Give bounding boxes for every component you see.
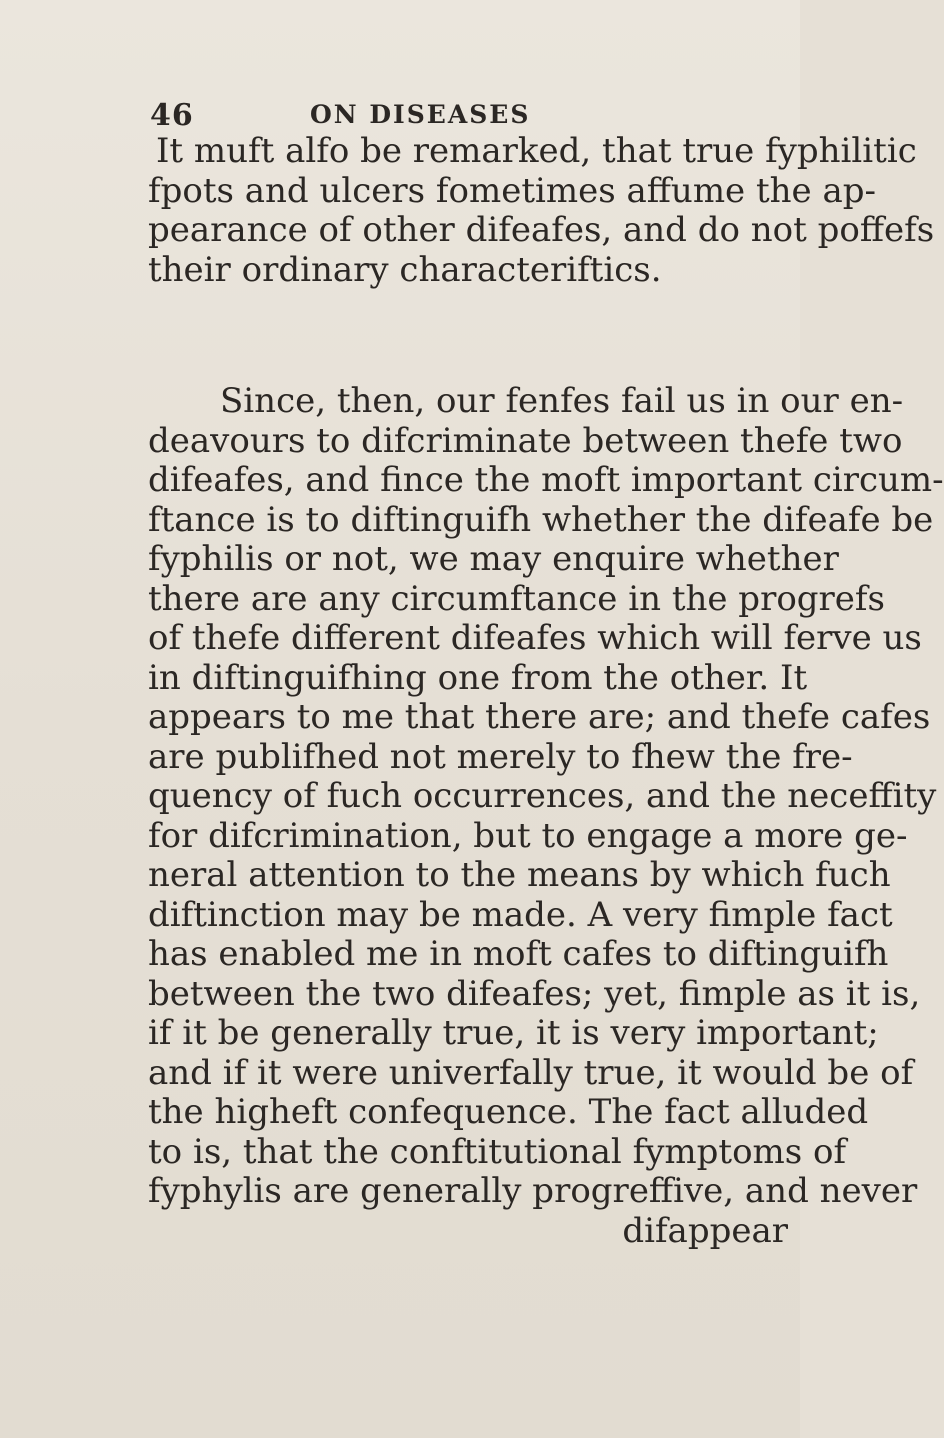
- body-text: [148, 131, 944, 1251]
- running-head: ON DISEASES: [310, 100, 531, 129]
- text-line: and if it were univerfally true, it would be of: [148, 1052, 914, 1093]
- text-line: neral attention to the means by which fuch: [148, 855, 891, 895]
- page-number: 46: [150, 98, 194, 133]
- text-line: are publifhed not merely to fhew the fre-: [148, 736, 853, 777]
- text-line: deavours to difcriminate between thefe two: [148, 420, 903, 461]
- text-line: fpots and ulcers fometimes affume the ap-: [148, 170, 876, 211]
- text-line: fyphylis are generally progreffive, and never: [148, 1171, 918, 1211]
- text-line: It muft alfo be remarked, that true fyphilitic: [156, 131, 917, 171]
- text-line: of thefe different difeafes which will ferve us: [148, 618, 922, 658]
- text-line: the higheft confequence. The fact alluded: [148, 1092, 869, 1132]
- text-line: if it be generally true, it is very important;: [148, 1013, 879, 1053]
- text-line: quency of fuch occurrences, and the neceffity: [148, 776, 937, 816]
- paragraph-1: [148, 131, 935, 290]
- text-line: fyphilis or not, we may enquire whether: [148, 539, 839, 579]
- text-line: between the two difeafes; yet, fimple as it is,: [148, 973, 921, 1014]
- text-line: for difcrimination, but to engage a more ge-: [148, 815, 908, 856]
- catchword: difappear: [622, 1210, 788, 1251]
- text-line: appears to me that there are; and thefe cafes: [148, 697, 931, 737]
- text-line: diftinction may be made. A very fimple fact: [148, 894, 893, 935]
- text-line: their ordinary characteriftics.: [148, 249, 662, 290]
- text-line: to is, that the conftitutional fymptoms of: [148, 1131, 847, 1172]
- text-line: has enabled me in moft cafes to diftinguifh: [148, 934, 889, 974]
- text-line: ftance is to diftinguifh whether the difeafe be: [148, 499, 934, 540]
- text-line: Since, then, our fenfes fail us in our en-: [220, 381, 904, 421]
- text-line: pearance of other difeafes, and do not poffefs: [148, 210, 935, 250]
- paragraph-gap: [148, 290, 788, 382]
- text-line: there are any circumftance in the progrefs: [148, 578, 885, 619]
- paragraph-2: [148, 381, 944, 1251]
- text-line: in diftinguifhing one from the other. It: [148, 657, 808, 698]
- text-line: difeafes, and fince the moft important circum-: [148, 460, 944, 500]
